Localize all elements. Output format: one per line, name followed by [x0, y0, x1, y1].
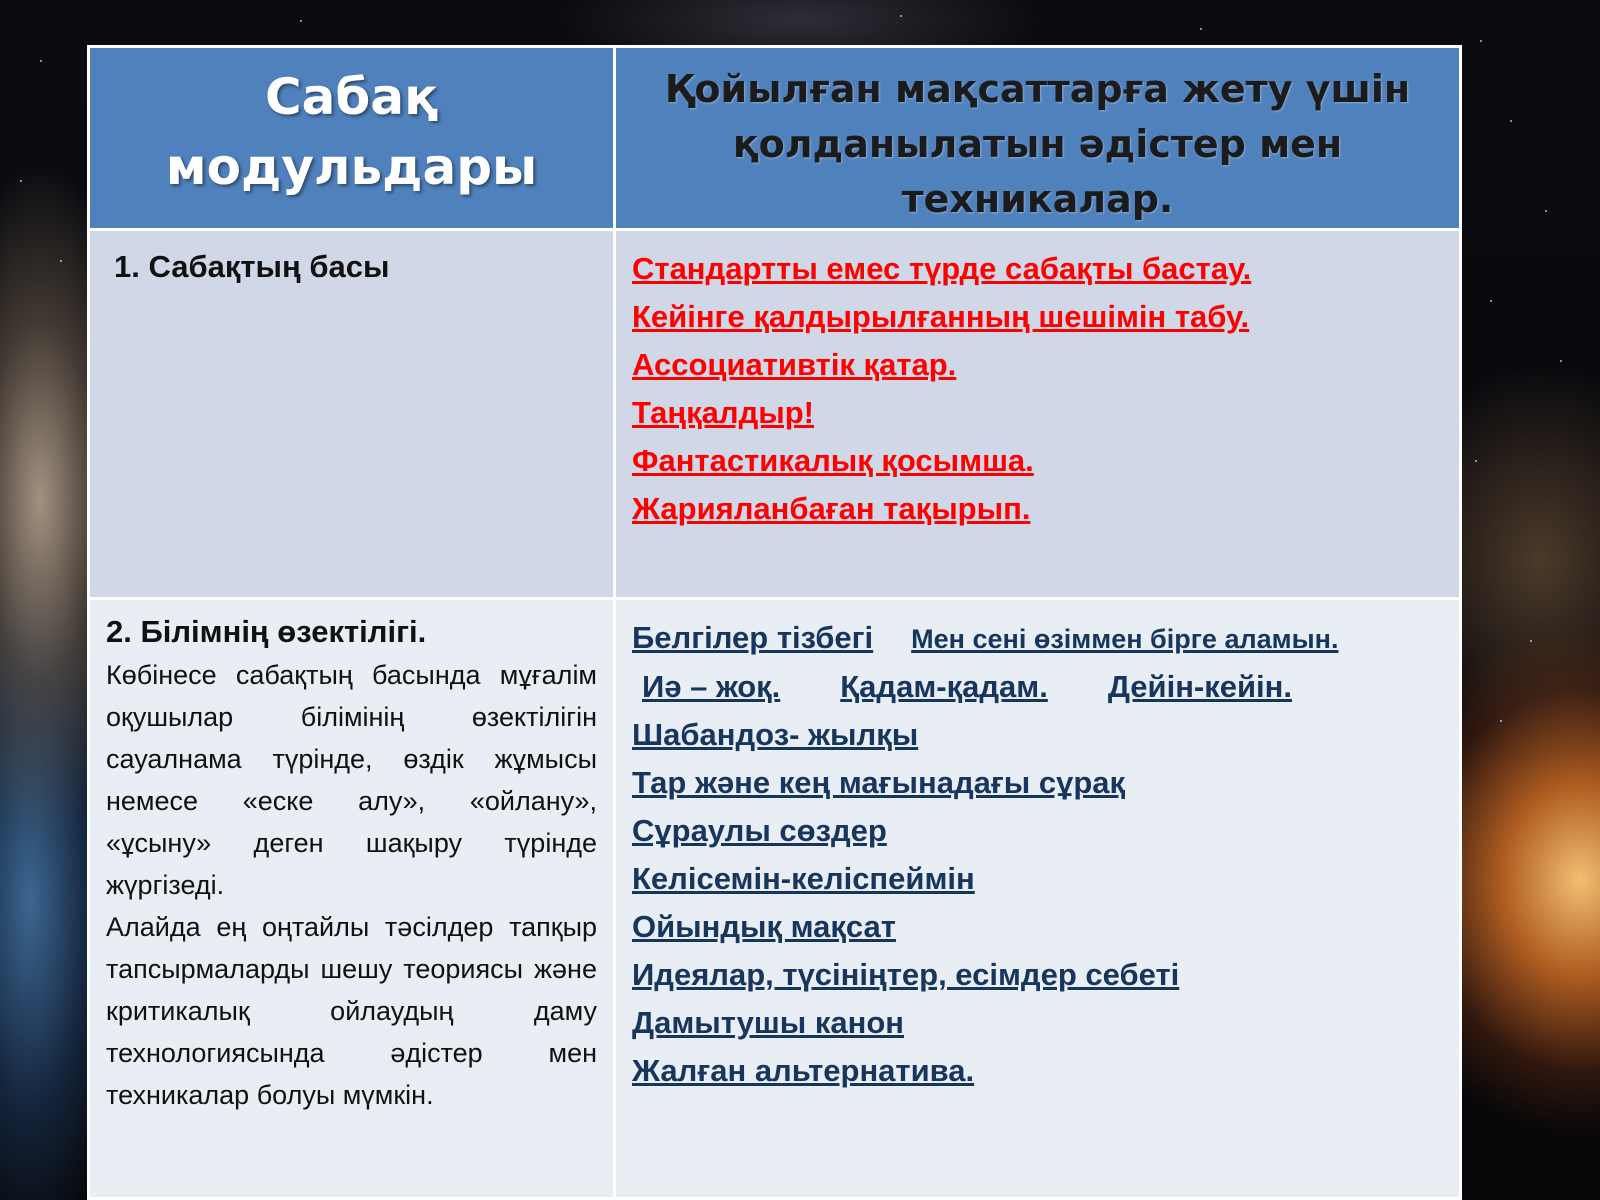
- table-row: [89, 230, 1461, 599]
- module-cell: [89, 599, 615, 1199]
- methods-cell: [615, 599, 1461, 1199]
- header-lesson-modules: [89, 47, 615, 230]
- header-methods-techniques: [615, 47, 1461, 230]
- table-header-row: [89, 47, 1461, 230]
- module-cell: [89, 230, 615, 599]
- methods-cell: [615, 230, 1461, 599]
- module-title: 2. Білімнің өзектілігі.: [106, 614, 427, 649]
- method-link[interactable]: Келісемін-келіспеймін: [632, 861, 975, 896]
- method-link[interactable]: Ойындық мақсат: [632, 909, 896, 944]
- star: [60, 260, 62, 262]
- star: [1560, 360, 1562, 362]
- star: [1200, 28, 1202, 30]
- header-left-line: модульдары: [165, 138, 538, 196]
- star: [40, 60, 42, 62]
- method-link[interactable]: Тар және кең мағынадағы сұрақ: [632, 765, 1126, 800]
- method-link[interactable]: Қадам-қадам.: [840, 669, 1048, 704]
- star: [1510, 120, 1512, 122]
- method-line: [632, 614, 1443, 663]
- table-row: [89, 599, 1461, 1199]
- header-right-line: техникалар.: [901, 177, 1174, 221]
- description-paragraph: Алайда ең оңтайлы тәсілдер тапқыр тапсырмаларды шешу теориясы және критикалық ойлаудың даму технологиясында әдістер мен техникалар болуы мүмкін.: [106, 912, 597, 1110]
- star: [300, 20, 302, 22]
- star: [1480, 40, 1482, 42]
- method-link[interactable]: Жарияланбаған тақырып.: [632, 491, 1031, 526]
- method-link[interactable]: Кейінге қалдырылғанның шешімін табу.: [632, 299, 1250, 334]
- method-link[interactable]: Идеялар, түсініңтер, есімдер себеті: [632, 957, 1180, 992]
- method-link[interactable]: Иә – жоқ.: [642, 669, 781, 704]
- star: [1545, 210, 1547, 212]
- method-link[interactable]: Ассоциативтік қатар.: [632, 347, 957, 382]
- method-link[interactable]: Мен сені өзіммен бірге аламын.: [911, 624, 1339, 654]
- star: [900, 15, 902, 17]
- method-link[interactable]: Сұраулы сөздер: [632, 813, 887, 848]
- modules-table: [87, 45, 1462, 1200]
- method-link[interactable]: Дейін-кейін.: [1107, 669, 1293, 704]
- header-right-line: Қойылған мақсаттарға жету үшін: [664, 67, 1411, 111]
- star: [1475, 460, 1477, 462]
- star: [1490, 300, 1492, 302]
- star: [1500, 720, 1502, 722]
- methods-list: [632, 245, 1443, 533]
- method-link[interactable]: Стандартты емес түрде сабақты бастау.: [632, 251, 1252, 286]
- star: [1530, 640, 1532, 642]
- methods-list: [632, 614, 1443, 1095]
- method-line: [632, 663, 1443, 711]
- method-link[interactable]: Дамытушы канон: [632, 1005, 904, 1040]
- description-paragraph: Көбінесе сабақтың басында мұғалім оқушылар білімінің өзектілігін сауалнама түрінде, өздік жұмысы немесе «еске алу», «ойлану», «ұсыну» деген шақыру түрінде жүргізеді.: [106, 660, 597, 900]
- module-description: [106, 654, 597, 1116]
- method-link[interactable]: Таңқалдыр!: [632, 395, 814, 430]
- module-title: 1. Сабақтың басы: [114, 249, 390, 284]
- header-right-line: қолданылатын әдістер мен: [732, 122, 1343, 166]
- method-link[interactable]: Фантастикалық қосымша.: [632, 443, 1034, 478]
- star: [20, 180, 22, 182]
- method-link[interactable]: Жалған альтернатива.: [632, 1053, 975, 1088]
- method-link[interactable]: Шабандоз- жылқы: [632, 717, 919, 752]
- method-link[interactable]: Белгілер тізбегі: [632, 620, 874, 655]
- header-left-line: Сабақ: [264, 68, 439, 126]
